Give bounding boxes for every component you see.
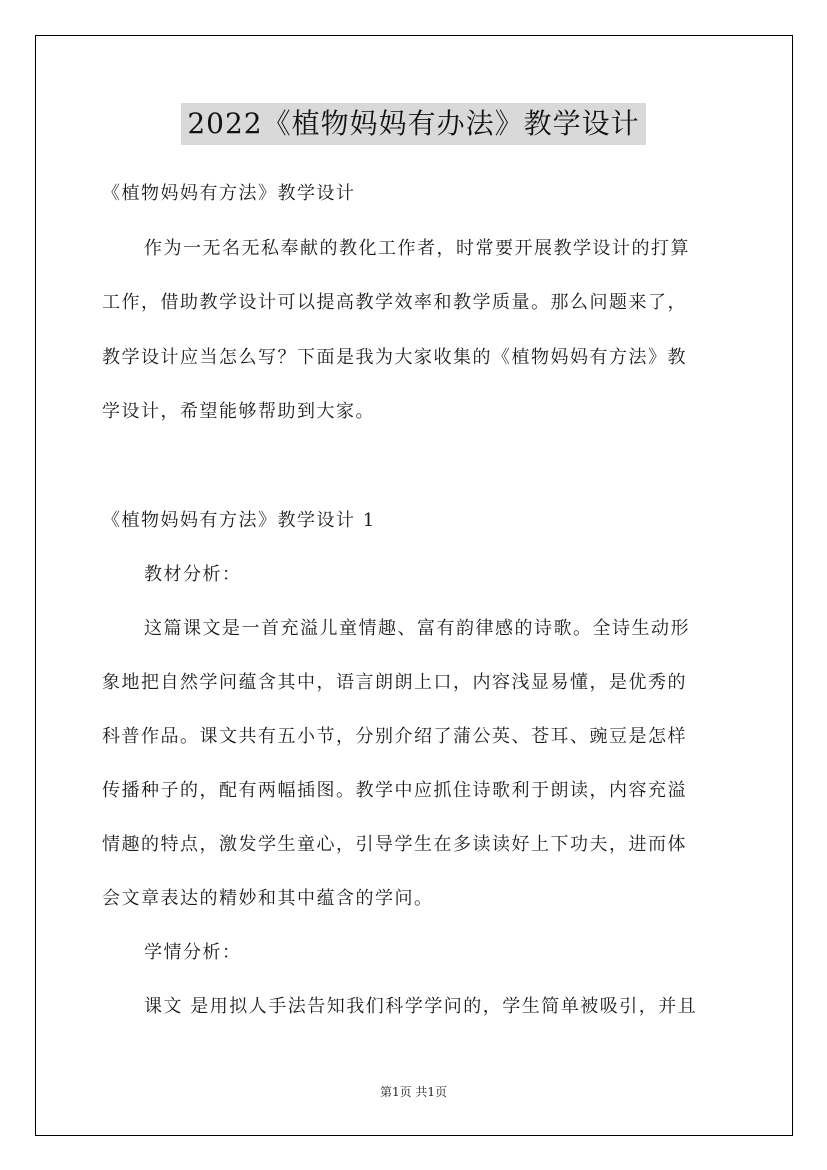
material-line: 传播种子的，配有两幅插图。教学中应抓住诗歌利于朗读，内容充溢 — [102, 780, 687, 801]
intro-line: 工作，借助教学设计可以提高教学效率和教学质量。那么问题来了， — [102, 292, 687, 313]
title-block — [0, 103, 827, 145]
material-heading: 教材分析： — [144, 564, 242, 585]
material-line: 科普作品。课文共有五小节，分别介绍了蒲公英、苍耳、豌豆是怎样 — [102, 726, 687, 747]
section-heading: 《植物妈妈有方法》教学设计 1 — [102, 510, 376, 531]
student-line: 课文 是用拟人手法告知我们科学学问的，学生简单被吸引，并且 — [144, 996, 698, 1017]
intro-line: 教学设计应当怎么写？下面是我为大家收集的《植物妈妈有方法》教 — [102, 347, 687, 368]
page-footer: 第1页 共1页 — [379, 1085, 448, 1099]
intro-line: 学设计，希望能够帮助到大家。 — [102, 401, 375, 422]
material-line: 会文章表达的精妙和其中蕴含的学问。 — [102, 888, 434, 909]
document-title: 2022《植物妈妈有办法》教学设计 — [181, 103, 645, 145]
document-subtitle: 《植物妈妈有方法》教学设计 — [102, 183, 356, 204]
material-line: 这篇课文是一首充溢儿童情趣、富有韵律感的诗歌。全诗生动形 — [144, 618, 690, 639]
student-heading: 学情分析： — [144, 942, 242, 963]
material-line: 情趣的特点，激发学生童心，引导学生在多读读好上下功夫，进而体 — [102, 834, 687, 855]
material-line: 象地把自然学问蕴含其中，语言朗朗上口，内容浅显易懂，是优秀的 — [102, 672, 687, 693]
intro-line: 作为一无名无私奉献的教化工作者，时常要开展教学设计的打算 — [144, 238, 690, 259]
